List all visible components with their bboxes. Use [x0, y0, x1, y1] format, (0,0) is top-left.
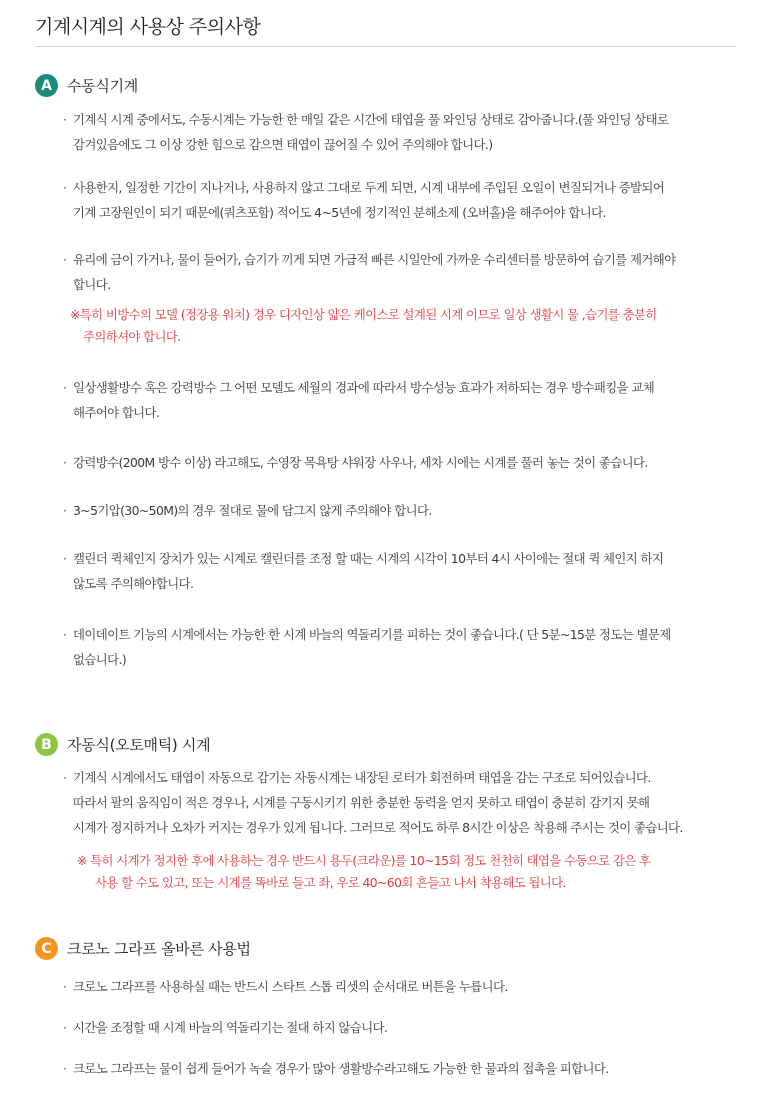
- section-a-title: 수동식기계: [67, 77, 138, 95]
- list-item: · 기계식 시계에서도 태엽이 자동으로 감기는 자동시계는 내장된 로터가 회전하며 태엽을 감는 구조로 되어있습니다. 따라서 팔의 움직임이 적은 경우나, 시계를 구동시키기 위한 충분한 동력을 얻지 못하고 태엽이 충분히 감기지 못해 시계가 정지하거나 오차가 커지는 경우가 있게 됩니다. 그러므로 적어도 하루 8시간 이상은 착용해 주시는 것이 좋습니다.: [63, 770, 683, 835]
- list-item: · 시간을 조정할 때 시계 바늘의 역돌리기는 절대 하지 않습니다.: [63, 1020, 388, 1035]
- list-item: · 캘린더 퀵체인지 장치가 있는 시계로 캘린더를 조정 할 때는 시계의 시각이 10부터 4시 사이에는 절대 퀵 체인지 하지 않도록 주의해야합니다.: [63, 551, 664, 591]
- section-c-badge: C: [35, 937, 58, 960]
- section-a-badge: A: [35, 74, 58, 97]
- section-c-title: 크로노 그라프 올바른 사용법: [67, 940, 251, 958]
- list-item: · 3~5기압(30~50M)의 경우 절대로 물에 담그지 않게 주의해야 합니다.: [63, 503, 432, 518]
- list-item: · 유리에 금이 가거나, 물이 들어가, 습기가 끼게 되면 가급적 빠른 시일안에 가까운 수리센터를 방문하여 습기를 제거해야 합니다.: [63, 252, 676, 292]
- list-item: · 크로노 그라프는 물이 쉽게 들어가 녹슬 경우가 많아 생활방수라고해도 가능한 한 물과의 접촉을 피합니다.: [63, 1061, 609, 1076]
- list-item: · 크로노 그라프를 사용하실 때는 반드시 스타트 스톱 리셋의 순서대로 버튼을 누릅니다.: [63, 979, 508, 994]
- list-item: · 기계식 시계 중에서도, 수동시계는 가능한 한 매일 같은 시간에 태엽을 풀 와인딩 상태로 감아줍니다.(풀 와인딩 상태로 감겨있음에도 그 이상 강한 힘으로 감으면 태엽이 끊어질 수 있어 주의해야 합니다.): [63, 112, 669, 152]
- list-item: · 데이데이트 기능의 시계에서는 가능한 한 시계 바늘의 역돌리기를 피하는 것이 좋습니다.( 단 5분~15분 정도는 별문제 없습니다.): [63, 627, 671, 667]
- section-c-header: [35, 937, 251, 960]
- section-b-title: 자동식(오토매틱) 시계: [67, 736, 211, 754]
- section-b-warning-note: ※ 특히 시계가 정지한 후에 사용하는 경우 반드시 용두(크라운)를 10~15회 정도 천천히 태엽을 수동으로 감은 후 사용 할 수도 있고, 또는 시계를 똑바로 들고 좌, 우로 40~60회 흔들고 나서 착용해도 됩니다.: [77, 853, 651, 890]
- title-divider: [35, 46, 736, 47]
- list-item: · 강력방수(200M 방수 이상) 라고해도, 수영장 목욕탕 샤워장 사우나, 세차 시에는 시계를 풀러 놓는 것이 좋습니다.: [63, 455, 648, 470]
- section-b-badge: B: [35, 733, 58, 756]
- list-item: · 일상생활방수 혹은 강력방수 그 어떤 모델도 세월의 경과에 따라서 방수성능 효과가 저하되는 경우 방수패킹을 교체 해주어야 합니다.: [63, 380, 655, 420]
- section-a-header: [35, 74, 138, 97]
- section-b-header: [35, 733, 210, 756]
- list-item: · 사용한지, 일정한 기간이 지나거나, 사용하지 않고 그대로 두게 되면, 시계 내부에 주입된 오일이 변질되거나 증발되어 기계 고장원인이 되기 때문에(쿼츠포함) 적어도 4~5년에 정기적인 분해소제 (오버홀)을 해주어야 합니다.: [63, 180, 665, 220]
- page-title: 기계시계의 사용상 주의사항: [35, 16, 261, 38]
- section-a-warning-note: ※특히 비방수의 모델 (정장용 워치) 경우 디자인상 얇은 케이스로 설계된 시계 이므로 일상 생활시 물 ,습기를 충분히 주의하셔야 합니다.: [70, 307, 657, 344]
